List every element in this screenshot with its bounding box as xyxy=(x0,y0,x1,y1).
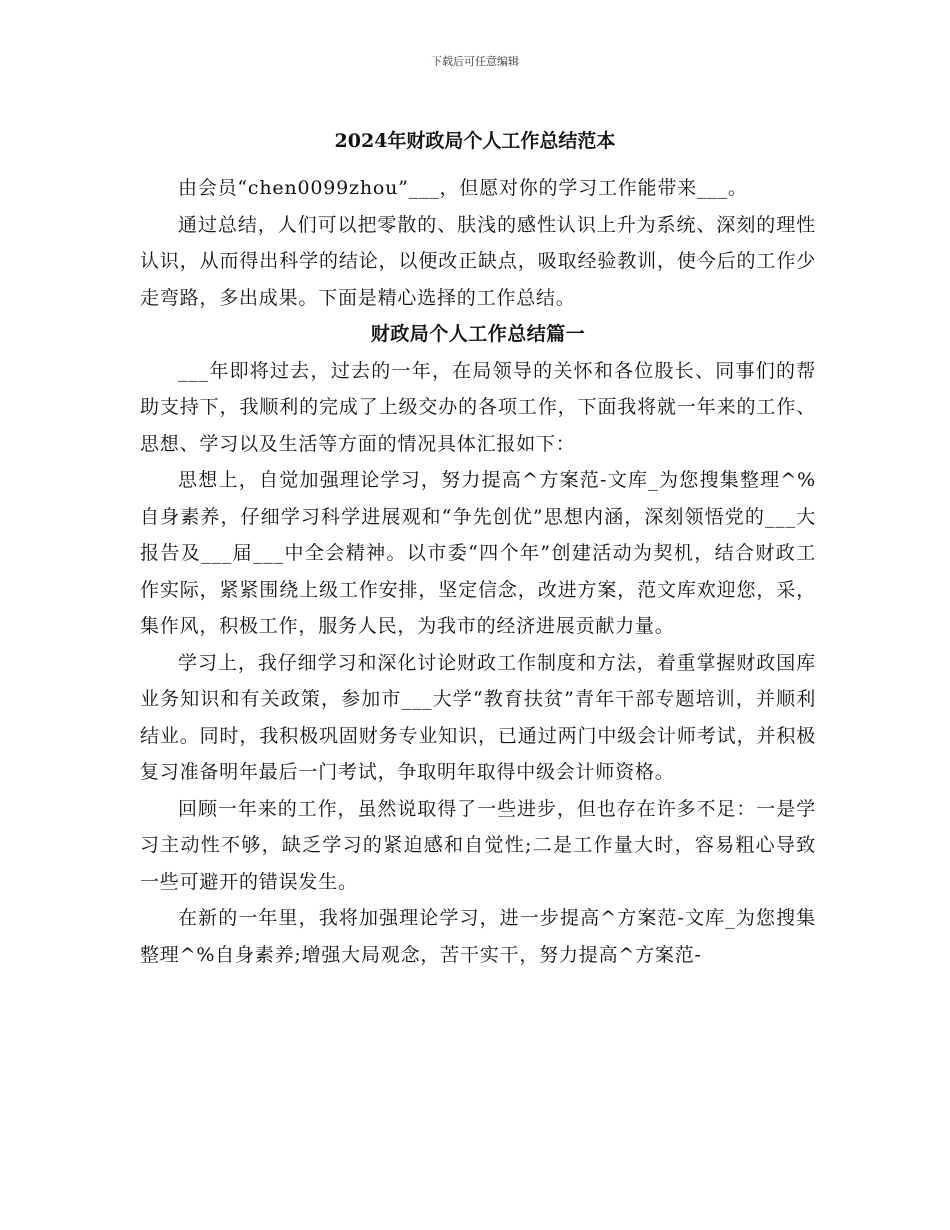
intro-paragraph: 通过总结，人们可以把零散的、肤浅的感性认识上升为系统、深刻的理性认识，从而得出科学的结论，以便改正缺点，吸取经验教训，使今后的工作少走弯路，多出成果。下面是精心选择的工作总结。 xyxy=(140,213,816,309)
page-header-note: 下载后可任意编辑 xyxy=(431,55,519,68)
body-paragraph: 学习上，我仔细学习和深化讨论财政工作制度和方法，着重掌握财政国库业务知识和有关政策，参加市___大学“教育扶贫”青年干部专题培训，并顺利结业。同时，我积极巩固财务专业知识，已通过两门中级会计师考试，并积极复习准备明年最后一门考试，争取明年取得中级会计师资格。 xyxy=(140,651,816,783)
body-paragraph: 在新的一年里，我将加强理论学习，进一步提高^方案范-文库_为您搜集整理^%自身素养;增强大局观念，苦干实干，努力提高^方案范- xyxy=(140,907,816,966)
body-paragraph: ___年即将过去，过去的一年，在局领导的关怀和各位股长、同事们的帮助支持下，我顺利的完成了上级交办的各项工作，下面我将就一年来的工作、思想、学习以及生活等方面的情况具体汇报如下： xyxy=(140,359,816,455)
document-title: 2024年财政局个人工作总结范本 xyxy=(334,130,616,152)
body-paragraph: 回顾一年来的工作，虽然说取得了一些进步，但也存在许多不足：一是学习主动性不够，缺乏学习的紧迫感和自觉性;二是工作量大时，容易粗心导致一些可避开的错误发生。 xyxy=(140,797,816,893)
section-heading: 财政局个人工作总结篇一 xyxy=(370,323,586,345)
body-paragraph: 思想上，自觉加强理论学习，努力提高^方案范-文库_为您搜集整理^%自身素养，仔细学习科学进展观和“争先创优”思想内涵，深刻领悟党的___大报告及___届___中全会精神。以市委“四个年”创建活动为契机，结合财政工作实际，紧紧围绕上级工作安排，坚定信念，改进方案，范文库欢迎您，采，集作风，积极工作，服务人民，为我市的经济进展贡献力量。 xyxy=(140,469,816,637)
document-body xyxy=(140,170,816,973)
intro-paragraph: 由会员“chen0099zhou”___，但愿对你的学习工作能带来___。 xyxy=(178,177,748,199)
